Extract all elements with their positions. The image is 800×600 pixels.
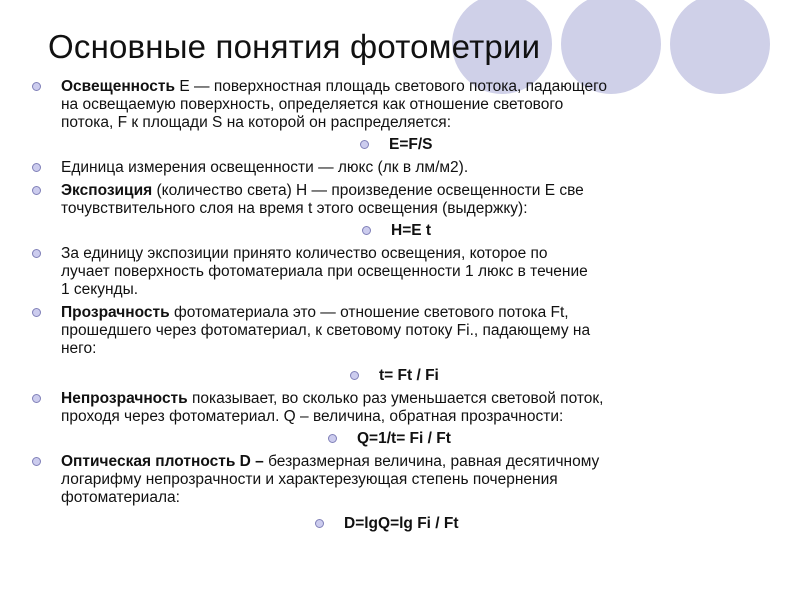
body-text: За единицу экспозиции принято количество освещения, которое по (61, 245, 548, 262)
term-label: Прозрачность (61, 304, 170, 321)
text-line (61, 304, 772, 322)
text-line (61, 245, 772, 263)
formula-item (32, 136, 772, 154)
bullet-icon (362, 226, 371, 235)
body-text: безразмерная величина, равная десятичному (263, 453, 600, 470)
text-line (61, 489, 772, 507)
bullet-icon (315, 519, 324, 528)
formula-text: Q=1/t= Fi / Ft (357, 430, 451, 447)
text-line (61, 471, 772, 489)
body-text: лучает поверхность фотоматериала при освещенности 1 люкс в течение (61, 263, 588, 280)
text-line (61, 453, 772, 471)
text-line (61, 408, 772, 426)
text-line (61, 159, 772, 177)
text-line (61, 78, 772, 96)
bullet-icon (32, 308, 41, 317)
formula-item (32, 430, 772, 448)
body-text: прошедшего через фотоматериал, к световому потоку Fi., падающему на (61, 322, 591, 339)
body-text: точувствительного слоя на время t этого освещения (выдержку): (61, 200, 528, 217)
bullet-icon (360, 140, 369, 149)
term-label: Экспозиция (61, 182, 153, 199)
text-line (61, 114, 772, 132)
bullet-item (32, 304, 772, 358)
text-line (61, 263, 772, 281)
bullet-item (32, 182, 772, 218)
term-label: Непрозрачность (61, 390, 188, 407)
formula-item (32, 367, 772, 385)
body-text: проходя через фотоматериал. Q – величина, обратная прозрачности: (61, 408, 564, 425)
body-text: (количество света) H — произведение освещенности E све (152, 182, 584, 199)
text-line (61, 200, 772, 218)
bullet-item (32, 453, 772, 507)
bullet-icon (32, 186, 41, 195)
bullet-item (32, 390, 772, 426)
bullet-item (32, 78, 772, 132)
text-line (61, 281, 772, 299)
term-label: Оптическая плотность D – (61, 453, 264, 470)
body-text: него: (61, 340, 97, 357)
text-line (61, 340, 772, 358)
term-label: Освещенность (61, 78, 176, 95)
bullet-icon (328, 434, 337, 443)
body-text: показывает, во сколько раз уменьшается световой поток, (187, 390, 604, 407)
slide-body (32, 78, 772, 533)
text-line (61, 390, 772, 408)
body-text: на освещаемую поверхность, определяется как отношение светового (61, 96, 564, 113)
formula-item (32, 515, 772, 533)
formula-item (32, 222, 772, 240)
bullet-icon (32, 457, 41, 466)
body-text: 1 секунды. (61, 281, 139, 298)
bullet-icon (32, 82, 41, 91)
bullet-item (32, 159, 772, 177)
text-line (61, 182, 772, 200)
formula-text: E=F/S (389, 136, 433, 153)
bullet-icon (32, 394, 41, 403)
formula-text: D=lgQ=lg Fi / Ft (344, 515, 459, 532)
body-text: фотоматериала: (61, 489, 180, 506)
text-line (61, 322, 772, 340)
body-text: Единица измерения освещенности — люкс (лк в лм/м2). (61, 159, 469, 176)
slide-title: Основные понятия фотометрии (48, 28, 541, 65)
body-text: фотоматериала это — отношение светового потока Ft, (169, 304, 569, 321)
bullet-icon (32, 249, 41, 258)
body-text: потока, F к площади S на которой он распределяется: (61, 114, 452, 131)
bullet-icon (350, 371, 359, 380)
bullet-icon (32, 163, 41, 172)
formula-text: t= Ft / Fi (379, 367, 439, 384)
text-line (61, 96, 772, 114)
bullet-item (32, 245, 772, 299)
formula-text: H=E t (391, 222, 432, 239)
body-text: логарифму непрозрачности и характерезующая степень почернения (61, 471, 558, 488)
body-text: E — поверхностная площадь светового потока, падающего (175, 78, 608, 95)
